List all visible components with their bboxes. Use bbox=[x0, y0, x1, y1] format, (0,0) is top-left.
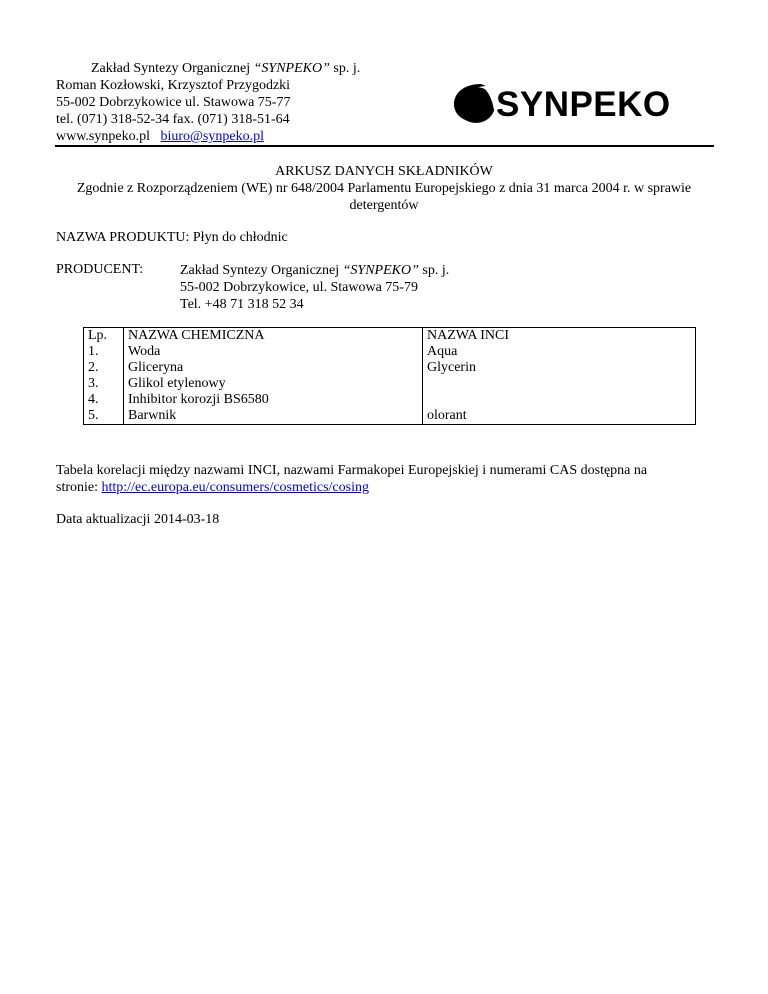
cosing-link[interactable]: http://ec.europa.eu/consumers/cosmetics/cosing bbox=[101, 480, 369, 495]
header-lp: Lp. bbox=[84, 328, 124, 345]
table-row bbox=[84, 392, 696, 408]
cell-chemical-name: Woda bbox=[124, 344, 423, 360]
title-line-1: ARKUSZ DANYCH SKŁADNIKÓW bbox=[275, 164, 493, 179]
logo-text: SYNPEKO bbox=[496, 85, 671, 124]
cosing-note bbox=[56, 462, 736, 496]
cell-lp: 1. bbox=[84, 344, 124, 360]
table-row bbox=[84, 376, 696, 392]
cell-inci-name: Glycerin bbox=[423, 360, 696, 376]
producer-name bbox=[180, 262, 449, 279]
table-header-row bbox=[84, 328, 696, 345]
cell-chemical-name: Glikol etylenowy bbox=[124, 376, 423, 392]
cell-chemical-name: Inhibitor korozji BS6580 bbox=[124, 392, 423, 408]
note-line-2 bbox=[56, 479, 736, 496]
note-line-1: Tabela korelacji między nazwami INCI, nazwami Farmakopei Europejskiej i numerami CAS dostępna na bbox=[56, 463, 648, 478]
cell-chemical-name: Barwnik bbox=[124, 408, 423, 425]
title-line-2: Zgodnie z Rozporządzeniem (WE) nr 648/2004 Parlamentu Europejskiego z dnia 31 marca 2004 r. w sprawie bbox=[76, 181, 692, 196]
header-inci-name: NAZWA INCI bbox=[423, 328, 696, 345]
table-row bbox=[84, 344, 696, 360]
company-contact-line bbox=[56, 128, 360, 145]
cell-inci-name bbox=[423, 392, 696, 408]
producer-brand: “SYNPEKO” bbox=[342, 263, 419, 278]
cell-lp: 2. bbox=[84, 360, 124, 376]
update-date: Data aktualizacji 2014-03-18 bbox=[56, 512, 220, 527]
company-address: 55-002 Dobrzykowice ul. Stawowa 75-77 bbox=[56, 95, 291, 110]
company-owners: Roman Kozłowski, Krzysztof Przygodzki bbox=[56, 78, 291, 93]
note-prefix: stronie: bbox=[56, 480, 102, 495]
company-phone-fax: tel. (071) 318-52-34 fax. (071) 318-51-64 bbox=[56, 112, 290, 127]
document-title bbox=[0, 163, 768, 214]
cell-inci-name: Aqua bbox=[423, 344, 696, 360]
company-header bbox=[56, 60, 360, 145]
producer-address: 55-002 Dobrzykowice, ul. Stawowa 75-79 bbox=[180, 280, 418, 295]
company-name-line bbox=[56, 60, 360, 77]
title-line-3: detergentów bbox=[349, 198, 419, 213]
producer-form: sp. j. bbox=[418, 263, 450, 278]
producer-details bbox=[180, 262, 449, 313]
company-website: www.synpeko.pl bbox=[56, 129, 150, 144]
company-brand: “SYNPEKO” bbox=[253, 61, 330, 76]
producer-company: Zakład Syntezy Organicznej bbox=[180, 263, 343, 278]
cell-lp: 5. bbox=[84, 408, 124, 425]
company-name: Zakład Syntezy Organicznej bbox=[91, 61, 254, 76]
cell-lp: 4. bbox=[84, 392, 124, 408]
product-name: NAZWA PRODUKTU: Płyn do chłodnic bbox=[56, 230, 288, 245]
company-email-link[interactable]: biuro@synpeko.pl bbox=[160, 129, 264, 144]
table-row bbox=[84, 408, 696, 425]
cell-lp: 3. bbox=[84, 376, 124, 392]
table-row bbox=[84, 360, 696, 376]
cell-inci-name: olorant bbox=[423, 408, 696, 425]
header-chemical-name: NAZWA CHEMICZNA bbox=[124, 328, 423, 345]
producer-phone: Tel. +48 71 318 52 34 bbox=[180, 297, 304, 312]
synpeko-logo bbox=[448, 76, 714, 132]
producer-label: PRODUCENT: bbox=[56, 262, 144, 277]
company-form: sp. j. bbox=[329, 61, 361, 76]
cell-chemical-name: Gliceryna bbox=[124, 360, 423, 376]
cell-inci-name bbox=[423, 376, 696, 392]
header-divider bbox=[55, 145, 714, 147]
ingredients-table bbox=[83, 327, 696, 425]
